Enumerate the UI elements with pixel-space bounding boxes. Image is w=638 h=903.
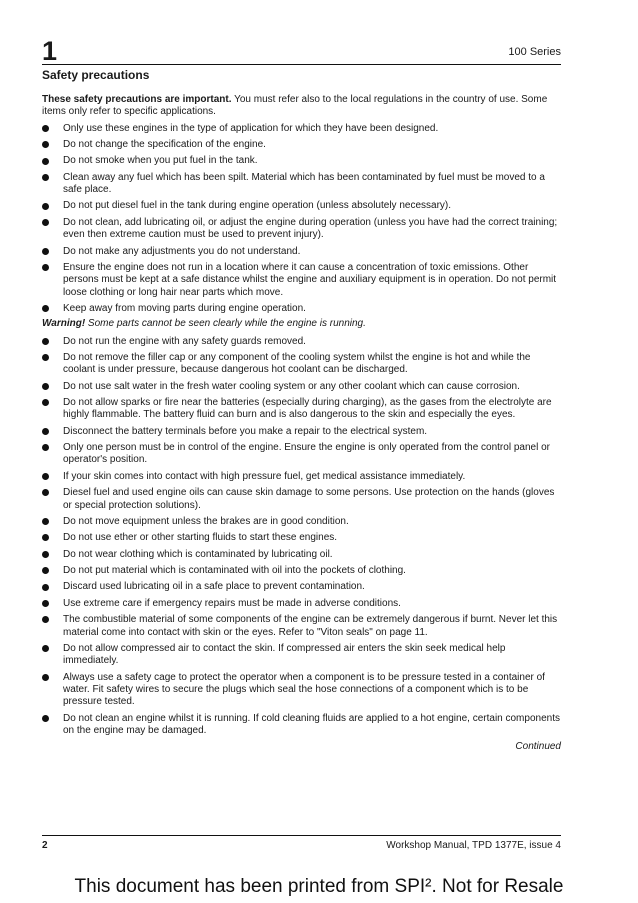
bullet-icon bbox=[42, 354, 49, 361]
list-item bbox=[42, 217, 561, 242]
list-item bbox=[42, 139, 561, 151]
bullet-icon bbox=[42, 338, 49, 345]
list-item-text: Do not use ether or other starting fluids to start these engines. bbox=[63, 532, 338, 544]
continued-label: Continued bbox=[515, 741, 561, 753]
list-item-text: Do not move equipment unless the brakes are in good condition. bbox=[63, 515, 349, 527]
manual-reference: Workshop Manual, TPD 1377E, issue 4 bbox=[386, 840, 561, 851]
list-item bbox=[42, 487, 561, 512]
list-item-text: Do not put diesel fuel in the tank during engine operation (unless absolutely necessary). bbox=[63, 200, 452, 212]
bullet-icon bbox=[42, 473, 49, 480]
header-rule bbox=[42, 64, 561, 65]
list-item bbox=[42, 614, 561, 639]
list-item-text: Clean away any fuel which has been spilt. Material which has been contaminated by fuel must be moved to a safe place. bbox=[63, 171, 545, 196]
bullet-icon bbox=[42, 584, 49, 591]
page-number: 2 bbox=[42, 840, 48, 851]
list-item bbox=[42, 549, 561, 561]
list-item bbox=[42, 442, 561, 467]
list-item-text: Ensure the engine does not run in a location where it can cause a concentration of toxic emissions. Other persons must be kept at a safe distance whilst the engine and auxiliary equipment is in operation. Do not permit loose clothing or long hair near parts which move. bbox=[63, 261, 557, 298]
list-item-text: Discard used lubricating oil in a safe place to prevent contamination. bbox=[63, 581, 365, 593]
bullet-icon bbox=[42, 534, 49, 541]
print-watermark: This document has been printed from SPI². Not for Resale bbox=[74, 876, 564, 897]
list-item-text: Always use a safety cage to protect the operator when a component is to be pressure tested in a container of water. Fit safety wires to secure the plugs which seal the hose connections of a component which is to be pressure tested. bbox=[63, 671, 545, 708]
list-item bbox=[42, 516, 561, 528]
warning-text: Some parts cannot be seen clearly while the engine is running. bbox=[85, 318, 366, 330]
list-item bbox=[42, 397, 561, 422]
list-item-text: Do not wear clothing which is contaminated by lubricating oil. bbox=[63, 548, 333, 560]
list-item bbox=[42, 672, 561, 709]
list-item-text: Do not run the engine with any safety guards removed. bbox=[63, 335, 306, 347]
bullet-icon bbox=[42, 264, 49, 271]
list-item-text: Do not clean, add lubricating oil, or adjust the engine during operation (unless you have had the correct training; even then extreme caution must be used to prevent injury). bbox=[63, 216, 558, 241]
footer-rule bbox=[42, 835, 561, 836]
chapter-number: 1 bbox=[42, 36, 58, 66]
list-item bbox=[42, 581, 561, 593]
page-header bbox=[42, 36, 561, 66]
list-item-text: Do not remove the filler cap or any component of the cooling system whilst the engine is hot and while the coolant is under pressure, because dangerous hot coolant can be discharged. bbox=[63, 351, 531, 376]
list-item-text: Disconnect the battery terminals before you make a repair to the electrical system. bbox=[63, 425, 428, 437]
bullet-icon bbox=[42, 674, 49, 681]
list-item bbox=[42, 426, 561, 438]
bullet-icon bbox=[42, 158, 49, 165]
list-item bbox=[42, 303, 561, 315]
bullet-icon bbox=[42, 383, 49, 390]
list-item bbox=[42, 381, 561, 393]
list-item bbox=[42, 172, 561, 197]
bullet-icon bbox=[42, 715, 49, 722]
list-item bbox=[42, 532, 561, 544]
list-item-text: Diesel fuel and used engine oils can cause skin damage to some persons. Use protection on the hands (gloves or special protection solutions). bbox=[63, 487, 555, 511]
list-item-text: Only use these engines in the type of application for which they have been designed. bbox=[63, 122, 439, 134]
precautions-list-operation bbox=[42, 336, 561, 738]
series-label: 100 Series bbox=[508, 46, 561, 58]
list-item-text: Do not change the specification of the engine. bbox=[63, 138, 266, 150]
list-item bbox=[42, 200, 561, 212]
list-item-text: Do not allow compressed air to contact the skin. If compressed air enters the skin seek medical help immediately. bbox=[63, 642, 506, 667]
bullet-icon bbox=[42, 567, 49, 574]
list-item-text: Do not allow sparks or fire near the batteries (especially during charging), as the gases from the electrolyte are highly flammable. The battery fluid can burn and is also dangerous to the skin and especially the eyes. bbox=[63, 397, 552, 421]
bullet-icon bbox=[42, 616, 49, 623]
list-item-text: Use extreme care if emergency repairs must be made in adverse conditions. bbox=[63, 597, 401, 609]
list-item-text: Do not clean an engine whilst it is running. If cold cleaning fluids are applied to a hot engine, certain components on the engine may be damaged. bbox=[63, 712, 560, 736]
list-item-text: If your skin comes into contact with high pressure fuel, get medical assistance immediately. bbox=[63, 470, 466, 482]
bullet-icon bbox=[42, 428, 49, 435]
list-item bbox=[42, 123, 561, 135]
list-item bbox=[42, 713, 561, 738]
list-item bbox=[42, 262, 561, 299]
bullet-icon bbox=[42, 645, 49, 652]
list-item bbox=[42, 598, 561, 610]
list-item bbox=[42, 246, 561, 258]
bullet-icon bbox=[42, 141, 49, 148]
list-item-text: Do not smoke when you put fuel in the tank. bbox=[63, 155, 258, 167]
intro-bold: These safety precautions are important. bbox=[42, 94, 232, 105]
bullet-icon bbox=[42, 444, 49, 451]
warning-note bbox=[42, 318, 561, 330]
document-body bbox=[42, 94, 561, 754]
list-item-text: The combustible material of some components of the engine can be extremely dangerous if burnt. Never let this material come into contact with skin or the eyes. Refer to "Viton seals" on page 11. bbox=[63, 614, 558, 638]
list-item bbox=[42, 471, 561, 483]
bullet-icon bbox=[42, 174, 49, 181]
list-item bbox=[42, 155, 561, 167]
bullet-icon bbox=[42, 305, 49, 312]
bullet-icon bbox=[42, 203, 49, 210]
bullet-icon bbox=[42, 600, 49, 607]
intro-text: You must refer also to the local regulations in the country of use. Some items only refer to specific applications. bbox=[42, 94, 548, 118]
list-item-text: Only one person must be in control of the engine. Ensure the engine is only operated from the control panel or operator's position. bbox=[63, 442, 550, 466]
bullet-icon bbox=[42, 489, 49, 496]
list-item bbox=[42, 565, 561, 577]
warning-label: Warning! bbox=[42, 318, 86, 330]
intro-paragraph bbox=[42, 94, 561, 119]
list-item-text: Do not make any adjustments you do not understand. bbox=[63, 245, 301, 257]
list-item-text: Do not use salt water in the fresh water cooling system or any other coolant which can cause corrosion. bbox=[63, 380, 520, 392]
list-item bbox=[42, 336, 561, 348]
bullet-icon bbox=[42, 248, 49, 255]
bullet-icon bbox=[42, 399, 49, 406]
list-item bbox=[42, 643, 561, 668]
list-item-text: Keep away from moving parts during engine operation. bbox=[63, 302, 306, 314]
list-item bbox=[42, 352, 561, 377]
bullet-icon bbox=[42, 219, 49, 226]
bullet-icon bbox=[42, 125, 49, 132]
bullet-icon bbox=[42, 551, 49, 558]
list-item-text: Do not put material which is contaminated with oil into the pockets of clothing. bbox=[63, 565, 406, 577]
precautions-list-general bbox=[42, 123, 561, 316]
bullet-icon bbox=[42, 518, 49, 525]
section-title: Safety precautions bbox=[42, 68, 150, 82]
